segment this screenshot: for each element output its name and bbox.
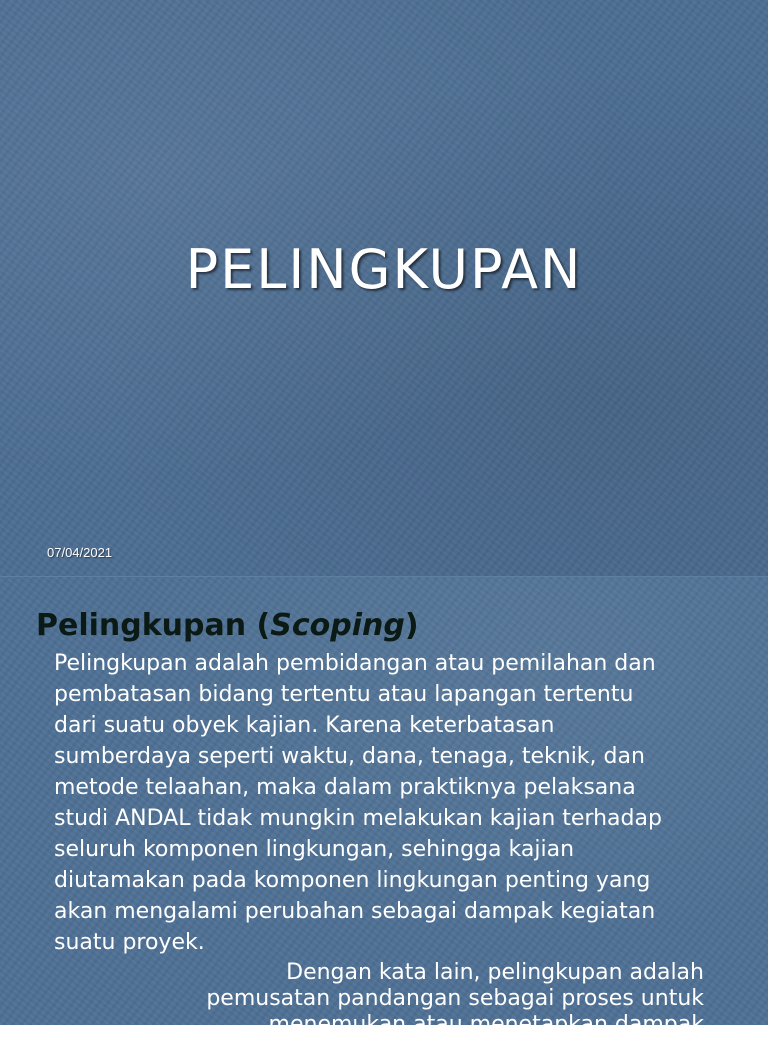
body-line: metode telaahan, maka dalam praktiknya pelaksana <box>54 775 636 800</box>
body-line: akan mengalami perubahan sebagai dampak kegiatan <box>54 899 656 924</box>
slide-title: PELINGKUPAN <box>185 238 583 301</box>
right-aligned-paragraph <box>190 960 704 1038</box>
right-line: pemusatan pandangan sebagai proses untuk <box>206 986 704 1011</box>
body-line: seluruh komponen lingkungan, sehingga kajian <box>54 837 575 862</box>
body-line: sumberdaya seperti waktu, dana, tenaga, teknik, dan <box>54 744 645 769</box>
body-line: Pelingkupan adalah pembidangan atau pemilahan dan <box>54 651 656 676</box>
body-line: suatu proyek. <box>54 930 205 955</box>
section-heading <box>36 608 419 643</box>
slide-date: 07/04/2021 <box>47 545 113 560</box>
heading-italic-term: Scoping <box>270 608 405 643</box>
body-line: studi ANDAL tidak mungkin melakukan kajian terhadap <box>54 806 662 831</box>
heading-text: Pelingkupan ( <box>36 608 271 643</box>
heading-close-paren: ) <box>404 608 419 643</box>
body-line: dari suatu obyek kajian. Karena keterbatasan <box>54 713 555 738</box>
right-line: menemukan atau menetapkan dampak <box>268 1012 704 1037</box>
body-line: pembatasan bidang tertentu atau lapangan tertentu <box>54 682 634 707</box>
body-paragraph <box>54 648 744 958</box>
right-line: Dengan kata lain, pelingkupan adalah <box>286 960 704 985</box>
body-line: diutamakan pada komponen lingkungan penting yang <box>54 868 651 893</box>
